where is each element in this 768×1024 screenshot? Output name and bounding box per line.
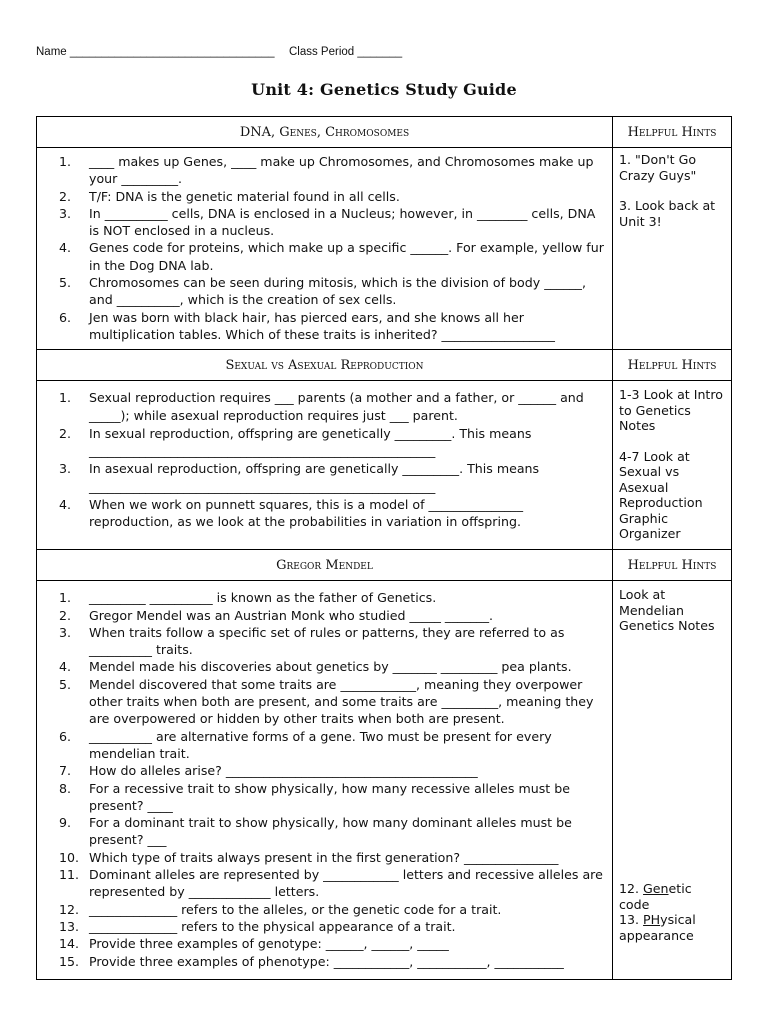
question-item: 2. Gregor Mendel was an Austrian Monk who studied _____ _______.	[59, 607, 494, 623]
question-list	[37, 148, 612, 349]
name-label: Name	[36, 46, 67, 58]
hint-text: 3. Look back at Unit 3!	[619, 198, 716, 229]
hint-physical-appearance: 13. PHysical appearance	[619, 912, 696, 943]
section-body-reproduction	[37, 381, 732, 550]
section-body-mendel	[37, 581, 732, 980]
section-title: Sexual vs Asexual Reproduction	[37, 350, 613, 381]
page-title: Unit 4: Genetics Study Guide	[251, 80, 517, 99]
hints-box-bottom	[613, 877, 731, 947]
section-header-reproduction	[37, 350, 732, 381]
question-item: 4. When we work on punnett squares, this is a model of _______________ reproduction, as we look at the probabilities in variation in offspring.	[59, 497, 524, 530]
question-item: 5. Mendel discovered that some traits are ____________, meaning they overpower other traits when both are present, and some traits are _________, meaning they are overpowered or hidden by other traits when both are present.	[59, 676, 594, 727]
question-item: 4. Genes code for proteins, which make up a specific ______. For example, yellow fur in the Dog DNA lab.	[59, 240, 604, 273]
question-item: 6. __________ are alternative forms of a gene. Two must be present for every mendelian trait.	[59, 728, 552, 761]
question-item: 6. Jen was born with black hair, has pierced ears, and she knows all her multiplication tables. Which of these traits is inherited? __________________	[59, 309, 555, 342]
question-list	[37, 381, 612, 536]
hints-title: Helpful Hints	[613, 117, 732, 148]
study-guide-table	[36, 116, 732, 980]
question-item: 1. ____ makes up Genes, ____ make up Chromosomes, and Chromosomes make up your _________.	[59, 154, 594, 187]
question-item: 1. Sexual reproduction requires ___ parents (a mother and a father, or ______ and _____); while asexual reproduction requires just ___ parent.	[59, 390, 584, 423]
hints-title: Helpful Hints	[613, 350, 732, 381]
question-item: 10. Which type of traits always present in the first generation? _______________	[59, 849, 559, 865]
question-item: 13. ______________ refers to the physical appearance of a trait.	[59, 918, 456, 934]
class-period-field[interactable]: _______	[357, 46, 403, 58]
question-item: 4. Mendel made his discoveries about genetics by _______ _________ pea plants.	[59, 659, 572, 675]
question-item: 3. When traits follow a specific set of rules or patterns, they are referred to as __________ traits.	[59, 624, 565, 658]
question-item: 5. Chromosomes can be seen during mitosis, which is the division of body ______, and __________, which is the creation of sex cells.	[59, 275, 586, 308]
question-item: 9. For a dominant trait to show physically, how many dominant alleles must be present? ___	[59, 815, 572, 848]
question-item: 11. Dominant alleles are represented by ____________ letters and recessive alleles are represented by _____________ letters.	[59, 867, 603, 900]
question-item: 3. In __________ cells, DNA is enclosed in a Nucleus; however, in ________ cells, DNA is NOT enclosed in a nucleus.	[59, 205, 596, 239]
question-item: 2. T/F: DNA is the genetic material found in all cells.	[59, 188, 400, 204]
question-list	[37, 581, 612, 976]
hint-text: 4-7 Look at Sexual vs Asexual Reproduction Graphic Organizer	[619, 448, 703, 542]
hint-text: 1. "Don't Go Crazy Guys"	[619, 152, 697, 183]
question-item: 7. How do alleles arise? ________________________________________	[59, 763, 478, 779]
class-period-label: Class Period	[288, 46, 355, 58]
hint-genetic-code: 12. Genetic code	[619, 881, 692, 912]
question-item: 1. _________ __________ is known as the father of Genetics.	[59, 590, 437, 606]
section-header-mendel	[37, 550, 732, 581]
question-item: 2. In sexual reproduction, offspring are genetically _________. This means _______________________________________________________	[59, 425, 532, 459]
hint-text: 1-3 Look at Intro to Genetics Notes	[619, 387, 723, 434]
question-item: 15. Provide three examples of phenotype: ____________, ___________, ___________	[59, 953, 564, 969]
name-field[interactable]: ________________________________	[69, 46, 275, 58]
hints-box	[613, 381, 731, 546]
question-item: 14. Provide three examples of genotype: ______, ______, _____	[59, 936, 449, 952]
hint-text: Look at Mendelian Genetics Notes	[619, 587, 715, 634]
question-item: 12. ______________ refers to the alleles, or the genetic code for a trait.	[59, 901, 502, 917]
hints-box	[613, 581, 731, 638]
hints-title: Helpful Hints	[613, 550, 732, 581]
question-item: 3. In asexual reproduction, offspring are genetically _________. This means _______________________________________________________	[59, 461, 540, 494]
student-info-line	[36, 46, 402, 58]
section-body-dna	[37, 148, 732, 350]
section-title: DNA, Genes, Chromosomes	[37, 117, 613, 148]
hints-box	[613, 148, 731, 233]
section-header-dna	[37, 117, 732, 148]
section-title: Gregor Mendel	[37, 550, 613, 581]
question-item: 8. For a recessive trait to show physically, how many recessive alleles must be present? ____	[59, 780, 570, 813]
